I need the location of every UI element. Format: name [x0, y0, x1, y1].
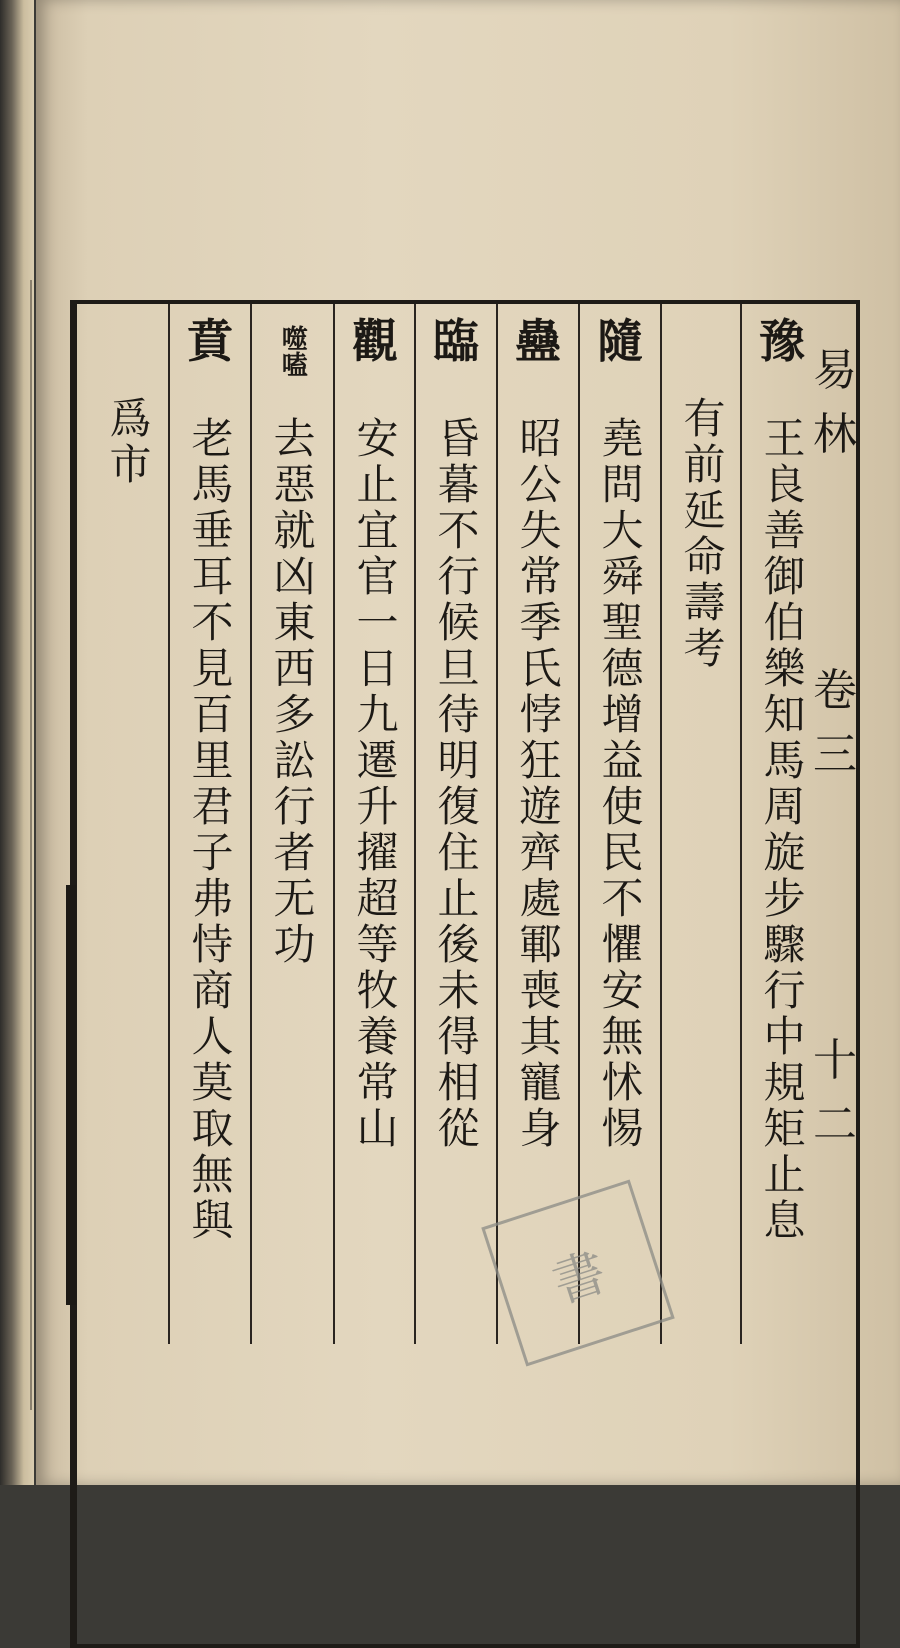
verse-text: 爲市: [103, 396, 153, 488]
text-column: [752, 316, 812, 1244]
text-column: [590, 316, 650, 1152]
column-divider: [250, 304, 252, 1344]
column-divider: [578, 304, 580, 1344]
verse-text: 有前延命壽考: [677, 396, 727, 672]
column-divider: [333, 304, 335, 1344]
text-column: [672, 316, 732, 672]
hexagram-name: 蠱: [515, 314, 561, 368]
text-column: [508, 316, 568, 1152]
verse-text: 老馬垂耳不見百里君子弗恃商人莫取無與: [185, 416, 235, 1244]
column-divider: [660, 304, 662, 1344]
banxin-strip: [805, 304, 857, 1344]
verse-text: 去惡就凶東西多訟行者无功: [267, 416, 317, 968]
verse-text: 安止宜官一日九遷升擢超等牧養常山: [350, 416, 400, 1152]
hexagram-name: 隨: [597, 314, 643, 368]
fish-tail-bar: [66, 885, 76, 1305]
banxin-folio: 十二: [813, 1035, 857, 1150]
hexagram-name: 臨: [433, 314, 479, 368]
column-divider: [740, 304, 742, 1344]
hexagram-name: 噬嗑: [277, 325, 308, 377]
verse-text: 昏暮不行候旦待明復住止後未得相從: [431, 416, 481, 1152]
text-column: [345, 316, 405, 1152]
hexagram-name: 賁: [187, 314, 233, 368]
library-seal: 書: [481, 1179, 674, 1366]
text-column: [426, 316, 486, 1152]
banxin-volume: 卷三: [813, 665, 857, 780]
verse-text: 昭公失常季氏悖狂遊齊處鄆喪其寵身: [513, 416, 563, 1152]
column-divider: [496, 304, 498, 1344]
hexagram-name: 豫: [759, 314, 805, 368]
text-column: [180, 316, 240, 1244]
verse-text: 堯問大舜聖德增益使民不懼安無怵惕: [595, 416, 645, 1152]
column-divider: [414, 304, 416, 1344]
hexagram-name: 觀: [352, 314, 398, 368]
column-divider: [168, 304, 170, 1344]
adjacent-leaf: [0, 280, 32, 1410]
text-column: [262, 316, 322, 968]
banxin-title: 易林: [813, 345, 857, 460]
verse-text: 王良善御伯樂知馬周旋步驟行中規矩止息: [757, 416, 807, 1244]
text-column: [98, 316, 158, 488]
